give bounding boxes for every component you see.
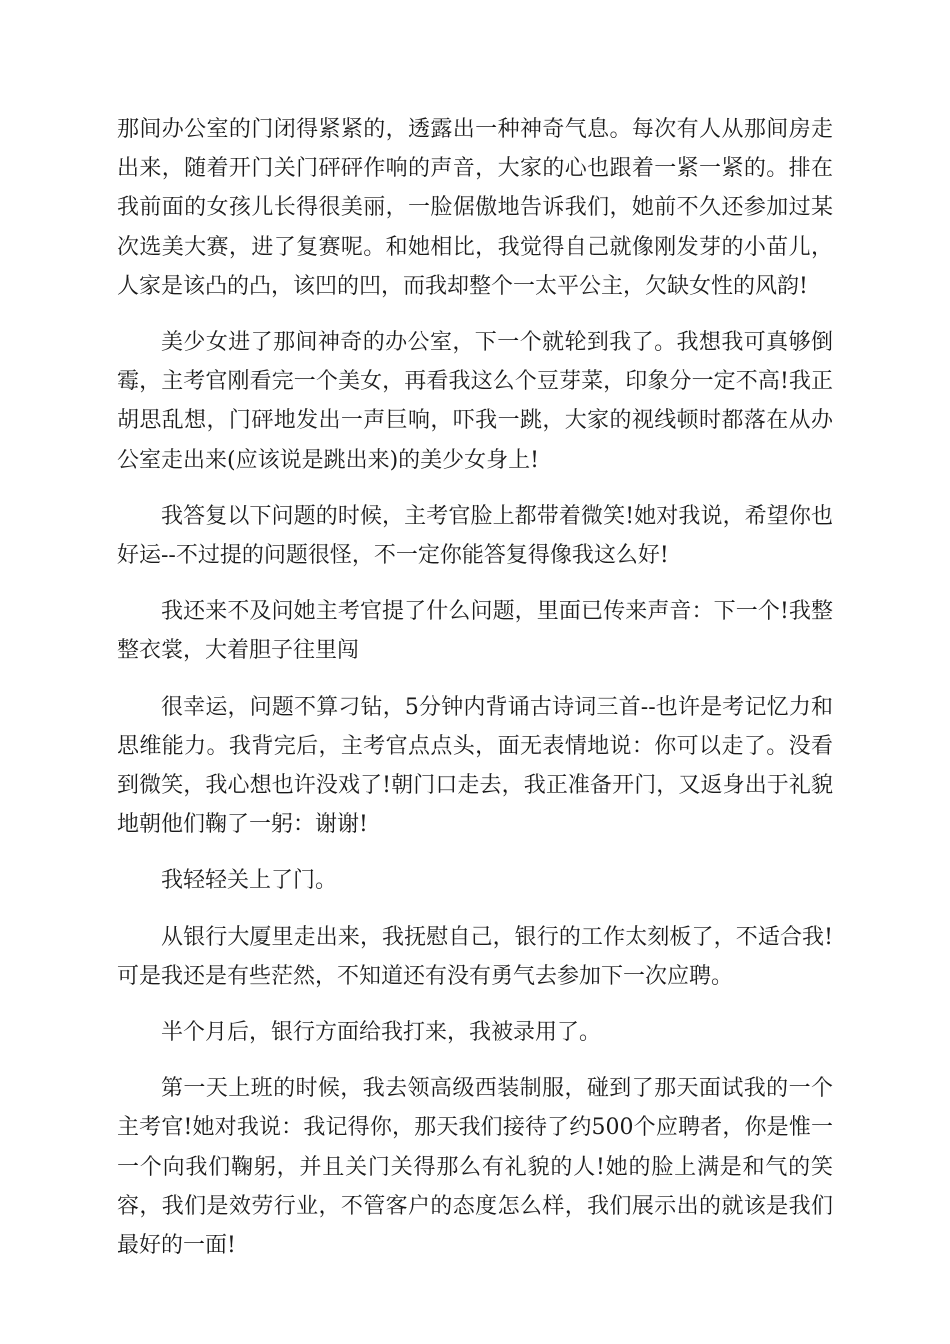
paragraph-2: 美少女进了那间神奇的办公室，下一个就轮到我了。我想我可真够倒霉，主考官刚看完一个美女，再看我这么个豆芽菜，印象分一定不高!我正胡思乱想，门砰地发出一声巨响，吓我一跳，大家的视线顿时都落在从办公室走出来(应该说是跳出来)的美少女身上! xyxy=(117,330,833,473)
paragraph-1: 那间办公室的门闭得紧紧的，透露出一种神奇气息。每次有人从那间房走出来，随着开门关门砰砰作响的声音，大家的心也跟着一紧一紧的。排在我前面的女孩儿长得很美丽，一脸倨傲地告诉我们，她前不久还参加过某次选美大赛，进了复赛呢。和她相比，我觉得自己就像刚发芽的小苗儿，人家是该凸的凸，该凹的凹，而我却整个一太平公主，欠缺女性的风韵! xyxy=(117,117,833,299)
paragraph-5: 很幸运，问题不算刁钻，5分钟内背诵古诗词三首--也许是考记忆力和思维能力。我背完后，主考官点点头，面无表情地说：你可以走了。没看到微笑，我心想也许没戏了!朝门口走去，我正准备开门，又返身出于礼貌地朝他们鞠了一躬：谢谢! xyxy=(117,694,833,838)
paragraph-6: 我轻轻关上了门。 xyxy=(161,868,338,894)
paragraph-9: 第一天上班的时候，我去领高级西装制服，碰到了那天面试我的一个主考官!她对我说：我记得你，那天我们接待了约500个应聘者，你是惟一一个向我们鞠躬，并且关门关得那么有礼貌的人!她的脸上满是和气的笑容，我们是效劳行业，不管客户的态度怎么样，我们展示出的就该是我们最好的一面! xyxy=(117,1076,833,1259)
paragraph-4: 我还来不及问她主考官提了什么问题，里面已传来声音：下一个!我整整衣裳，大着胆子往里闯 xyxy=(117,599,833,664)
paragraph-8: 半个月后，银行方面给我打来，我被录用了。 xyxy=(161,1020,602,1046)
document-body xyxy=(117,110,833,1282)
paragraph-3: 我答复以下问题的时候，主考官脸上都带着微笑!她对我说，希望你也好运--不过提的问题很怪，不一定你能答复得像我这么好! xyxy=(117,503,833,569)
paragraph-7: 从银行大厦里走出来，我抚慰自己，银行的工作太刻板了，不适合我!可是我还是有些茫然，不知道还有没有勇气去参加下一次应聘。 xyxy=(117,924,833,989)
